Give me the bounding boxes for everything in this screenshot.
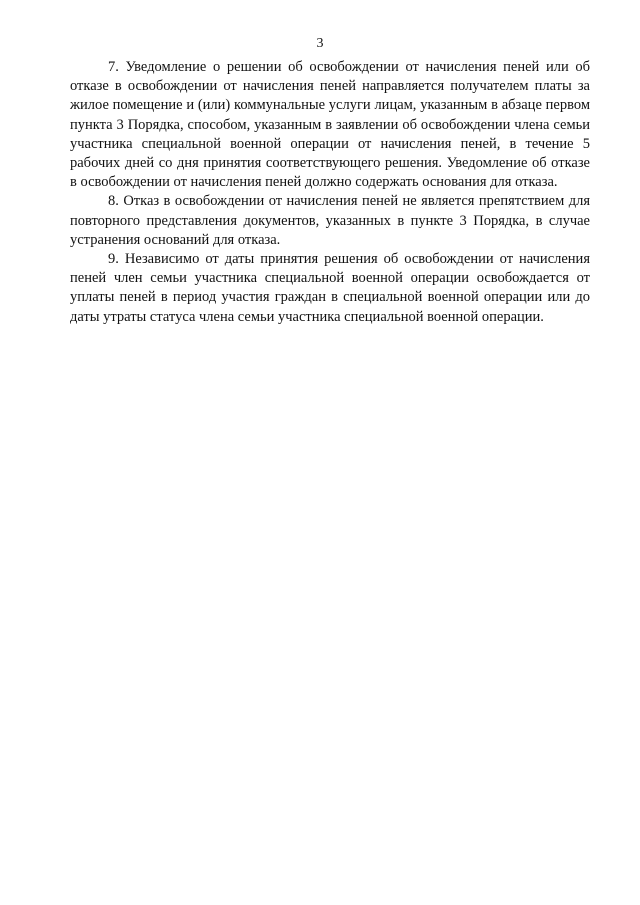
- document-body: [70, 58, 590, 327]
- paragraph-7: 7. Уведомление о решении об освобождении от начисления пеней или об отказе в освобождении от начисления пеней направляется получателем платы за жилое помещение и (или) коммунальные услуги лицам, указанным в абзаце первом пункта 3 Порядка, способом, указанным в заявлении об освобождении члена семьи участника специальной военной операции от начисления пеней, в течение 5 рабочих дней со дня принятия соответствующего решения. Уведомление об отказе в освобождении от начисления пеней должно содержать основания для отказа.: [70, 59, 590, 191]
- paragraph-9: 9. Независимо от даты принятия решения об освобождении от начисления пеней член семьи участника специальной военной операции освобождается от уплаты пеней в период участия граждан в специальной военной операции или до даты утраты статуса члена семьи участника специальной военной операции.: [70, 251, 590, 325]
- paragraph-8: 8. Отказ в освобождении от начисления пеней не является препятствием для повторного представления документов, указанных в пункте 3 Порядка, в случае устранения оснований для отказа.: [70, 193, 590, 248]
- page-number: 3: [316, 36, 324, 51]
